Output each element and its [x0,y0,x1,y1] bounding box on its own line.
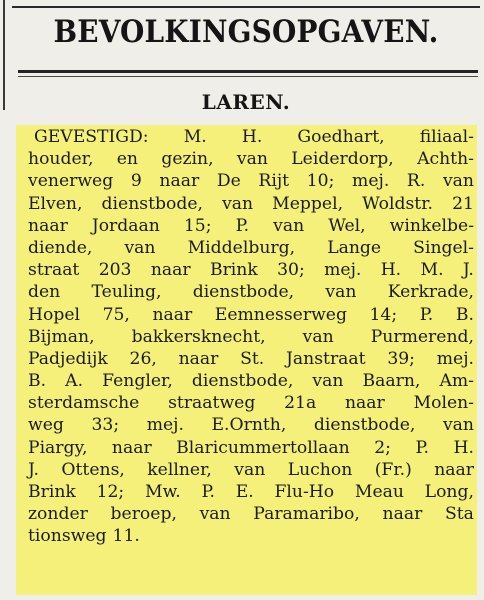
article-word: Teuling, [91,282,162,303]
article-word: GEVESTIGD: [34,127,149,147]
article-word: H. [380,260,402,281]
article-line [28,459,474,481]
article-line [28,259,474,281]
article-word: straatweg [168,393,256,414]
article-word: van [234,459,266,480]
article-word: mej. [436,348,474,369]
article-line [28,481,474,503]
article-word: Wel, [328,215,366,236]
article-word: weg [28,415,64,436]
article-word: Ottens, [61,459,125,480]
article-word: Elven, [28,193,83,214]
article-word: Piargy, [28,437,88,458]
article-word: van [199,504,231,525]
article-word: 10; [306,171,335,192]
article-line [28,525,474,547]
article-word: van [273,215,305,236]
article-word: venerweg [28,171,114,192]
article-word: naar [178,348,219,369]
article-body [28,126,474,548]
article-word: 21a [284,393,317,414]
article-word: M. [183,127,207,147]
article-line [28,392,474,414]
headline: BEVOLKINGSOPGAVEN. [53,14,439,50]
article-line [28,348,474,370]
article-word: tionsweg [28,526,107,547]
article-word: 203 [98,260,132,281]
article-word: Kerkrade, [387,282,474,303]
article-word: Brink [28,482,76,502]
article-line [28,170,474,192]
article-line [28,237,474,259]
article-word: Lange [327,237,382,258]
article-word: Achth- [417,149,474,170]
article-word: winkelbe- [389,215,474,236]
article-word: Am- [439,371,474,392]
article-word: naar [111,437,152,458]
article-word: Singel- [413,237,474,258]
article-word: dienstbode, [191,371,294,392]
article-word: (Fr.) [374,459,412,480]
article-word: Jordaan [91,215,160,236]
article-word: 2; [374,437,391,458]
article-line [28,215,474,237]
article-word: Woldstr. [362,193,434,214]
article-word: naar [28,215,68,236]
article-word: straat [28,260,80,281]
article-word: P. [201,482,215,502]
article-word: 39; [387,348,415,369]
article-word: 14; [369,304,398,325]
article-word: beroep, [110,504,177,525]
article-word: sterdamsche [28,393,140,414]
article-word: B. [455,304,474,325]
article-word: Paramaribo, [253,504,360,525]
article-word: diende, [28,237,93,258]
top-rule [12,6,480,8]
article-word: St. [240,348,265,369]
article-word: van [236,149,268,170]
article-word: Hopel [28,304,81,325]
article-word: H. [453,437,474,458]
article-word: Padjedijk [28,348,108,369]
article-line [28,503,474,525]
headline-rule-thin [18,76,478,77]
article-word: R. [406,171,426,192]
article-word: Eemnesserweg [214,304,347,325]
article-word: P. [235,215,250,236]
article-word: naar [159,171,200,192]
article-word: dienstbode, [101,193,203,214]
article-word: E.Ornth, [211,415,287,436]
article-word: van [442,415,474,436]
article-word: Leiderdorp, [291,149,394,170]
article-word: den [28,282,61,303]
article-word: van [222,193,254,214]
article-word: filiaal- [419,127,474,147]
article-word: H. [241,127,263,147]
article-word: 30; [277,260,305,281]
article-word: B. [28,371,47,392]
article-word: Meppel, [272,193,344,214]
article-word: E. [235,482,254,502]
article-word: Long, [424,482,474,502]
article-word: en [116,149,139,170]
article-line [28,304,474,326]
article-line [28,437,474,459]
article-word: Rijt [258,171,290,192]
section-heading: LAREN. [201,90,291,114]
article-word: 11. [112,526,140,547]
article-word: Middelburg, [187,237,296,258]
article-word: 33; [91,415,120,436]
article-word: Flu-Ho [274,482,335,502]
article-word: 26, [129,348,157,369]
article-word: van [302,326,334,347]
article-word: mej. [324,260,362,281]
article-word: 9 [130,171,142,192]
column-divider [3,0,5,110]
article-word: van [442,171,474,192]
article-word: J. [28,459,40,480]
article-word: dienstbode, [192,282,295,303]
article-word: naar [344,393,385,414]
article-word: J. [462,260,474,281]
article-word: 21 [452,193,474,214]
article-word: M. [420,260,444,281]
article-word: Janstraat [286,348,366,369]
article-word: houder, [28,149,94,170]
article-word: 12; [96,482,125,502]
article-word: dienstbode, [313,415,416,436]
article-word: bakkersknecht, [131,326,266,347]
article-word: naar [150,260,191,281]
article-word: Meau [354,482,404,502]
article-word: gezin, [161,149,214,170]
article-word: 15; [183,215,212,236]
article-word: Brink [209,260,258,281]
article-word: zonder [28,504,88,525]
article-word: naar [382,504,423,525]
article-word: A. [65,371,84,392]
article-word: Bijman, [28,326,95,347]
article-word: Mw. [144,482,181,502]
article-word: naar [152,304,193,325]
headline-rule-thick [18,70,478,73]
article-word: naar [434,459,474,480]
article-word: van [312,371,344,392]
article-word: Baarn, [362,371,421,392]
article-line [28,193,474,215]
article-line [28,126,474,148]
article-word: P. [419,304,434,325]
article-word: Luchon [287,459,353,480]
article-line [28,148,474,170]
article-word: Fengler, [102,371,173,392]
article-word: van [124,237,156,258]
article-line [28,370,474,392]
article-word: Goedhart, [297,127,385,147]
article-word: Sta [445,504,474,525]
article-word: mej. [146,415,184,436]
article-line [28,281,474,303]
article-word: kellner, [147,459,212,480]
article-word: Blaricummertollaan [176,437,350,458]
article-word: Molen- [413,393,474,414]
article-line [28,414,474,436]
article-word: Purmerend, [370,326,474,347]
article-word: P. [415,437,430,458]
article-word: 75, [102,304,130,325]
article-word: mej. [352,171,390,192]
article-word: De [216,171,241,192]
article-word: van [325,282,357,303]
article-line [28,326,474,348]
